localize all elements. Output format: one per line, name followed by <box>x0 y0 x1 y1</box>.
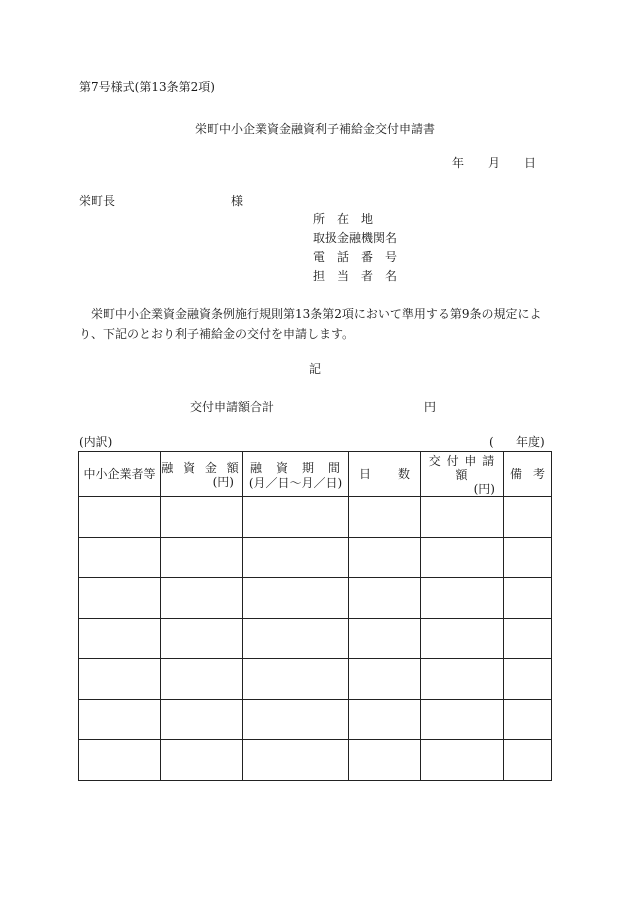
table-cell[interactable] <box>243 740 349 781</box>
table-cell[interactable] <box>421 618 504 659</box>
col-loan-period <box>243 452 349 497</box>
col-remarks-a: 備 <box>510 467 523 481</box>
table-cell[interactable] <box>161 497 243 538</box>
addressee <box>79 194 244 208</box>
table-row <box>79 497 552 538</box>
col-loan-amount-label: 融 資 金 額 <box>161 461 242 475</box>
table-cell[interactable] <box>79 497 161 538</box>
form-number: 第7号様式(第13条第2項) <box>79 80 215 94</box>
table-row <box>79 699 552 740</box>
table-row <box>79 578 552 619</box>
fiscal-year-open: ( <box>489 435 494 449</box>
table-cell[interactable] <box>161 659 243 700</box>
table-cell[interactable] <box>349 699 421 740</box>
table-cell[interactable] <box>504 578 552 619</box>
date-line <box>452 156 536 170</box>
table-cell[interactable] <box>79 537 161 578</box>
col-requested-label: 交 付 申 請 額 <box>428 454 496 482</box>
col-days <box>349 452 421 497</box>
table-cell[interactable] <box>161 740 243 781</box>
col-remarks-b: 考 <box>532 467 545 481</box>
table-header-row <box>79 452 552 497</box>
table-cell[interactable] <box>504 699 552 740</box>
table-cell[interactable] <box>161 578 243 619</box>
table-cell[interactable] <box>79 699 161 740</box>
col-company: 中小企業者等 <box>79 452 161 497</box>
table-cell[interactable] <box>504 497 552 538</box>
table-cell[interactable] <box>349 618 421 659</box>
table-cell[interactable] <box>504 659 552 700</box>
body-text: 栄町中小企業資金融資条例施行規則第13条第2項において準用する第9条の規定により、下記のとおり利子補給金の交付を申請します。 <box>79 307 542 341</box>
table-cell[interactable] <box>243 699 349 740</box>
field-phone: 電 話 番 号 <box>313 250 398 264</box>
col-loan-period-label: 融 資 期 間 <box>249 460 341 475</box>
field-bank-name: 取扱金融機関名 <box>313 231 398 245</box>
table-row <box>79 740 552 781</box>
breakdown-table <box>78 451 552 781</box>
table-cell[interactable] <box>243 618 349 659</box>
col-requested-unit: (円) <box>473 482 495 496</box>
col-loan-amount <box>161 452 243 497</box>
table-cell[interactable] <box>421 537 504 578</box>
table-cell[interactable] <box>79 740 161 781</box>
fiscal-year-close: ) <box>540 435 545 449</box>
table-cell[interactable] <box>79 578 161 619</box>
col-days-a: 日 <box>359 467 372 481</box>
table-cell[interactable] <box>349 537 421 578</box>
field-contact-person: 担 当 者 名 <box>313 269 398 283</box>
table-cell[interactable] <box>243 497 349 538</box>
table-cell[interactable] <box>161 537 243 578</box>
field-address: 所 在 地 <box>313 212 374 226</box>
addressee-honorific: 様 <box>231 194 244 208</box>
table-row <box>79 537 552 578</box>
table-cell[interactable] <box>504 618 552 659</box>
table-cell[interactable] <box>504 537 552 578</box>
addressee-name: 栄町長 <box>79 194 116 208</box>
fiscal-year-label: 年度 <box>516 435 541 449</box>
col-loan-period-unit: (月／日～月／日) <box>248 475 343 490</box>
table-cell[interactable] <box>243 537 349 578</box>
col-loan-amount-unit: (円) <box>212 475 234 489</box>
table-cell[interactable] <box>421 659 504 700</box>
table-cell[interactable] <box>161 699 243 740</box>
table-cell[interactable] <box>349 659 421 700</box>
date-month: 月 <box>488 156 501 170</box>
table-cell[interactable] <box>79 659 161 700</box>
table-cell[interactable] <box>421 699 504 740</box>
total-label: 交付申請額合計 <box>190 400 275 414</box>
col-remarks <box>504 452 552 497</box>
table-cell[interactable] <box>243 659 349 700</box>
note-mark: 記 <box>308 362 321 376</box>
table-cell[interactable] <box>79 618 161 659</box>
table-cell[interactable] <box>421 578 504 619</box>
date-day: 日 <box>524 156 537 170</box>
table-cell[interactable] <box>504 740 552 781</box>
table-cell[interactable] <box>421 497 504 538</box>
col-requested-amount <box>421 452 504 497</box>
document-title: 栄町中小企業資金融資利子補給金交付申請書 <box>194 122 435 136</box>
table-cell[interactable] <box>349 497 421 538</box>
table-cell[interactable] <box>421 740 504 781</box>
total-unit: 円 <box>424 400 437 414</box>
table-cell[interactable] <box>349 578 421 619</box>
breakdown-label: (内訳) <box>79 435 113 449</box>
table-row <box>79 618 552 659</box>
col-days-b: 数 <box>397 467 410 481</box>
table-cell[interactable] <box>161 618 243 659</box>
table-cell[interactable] <box>349 740 421 781</box>
date-year: 年 <box>452 156 465 170</box>
table-cell[interactable] <box>243 578 349 619</box>
table-row <box>79 659 552 700</box>
